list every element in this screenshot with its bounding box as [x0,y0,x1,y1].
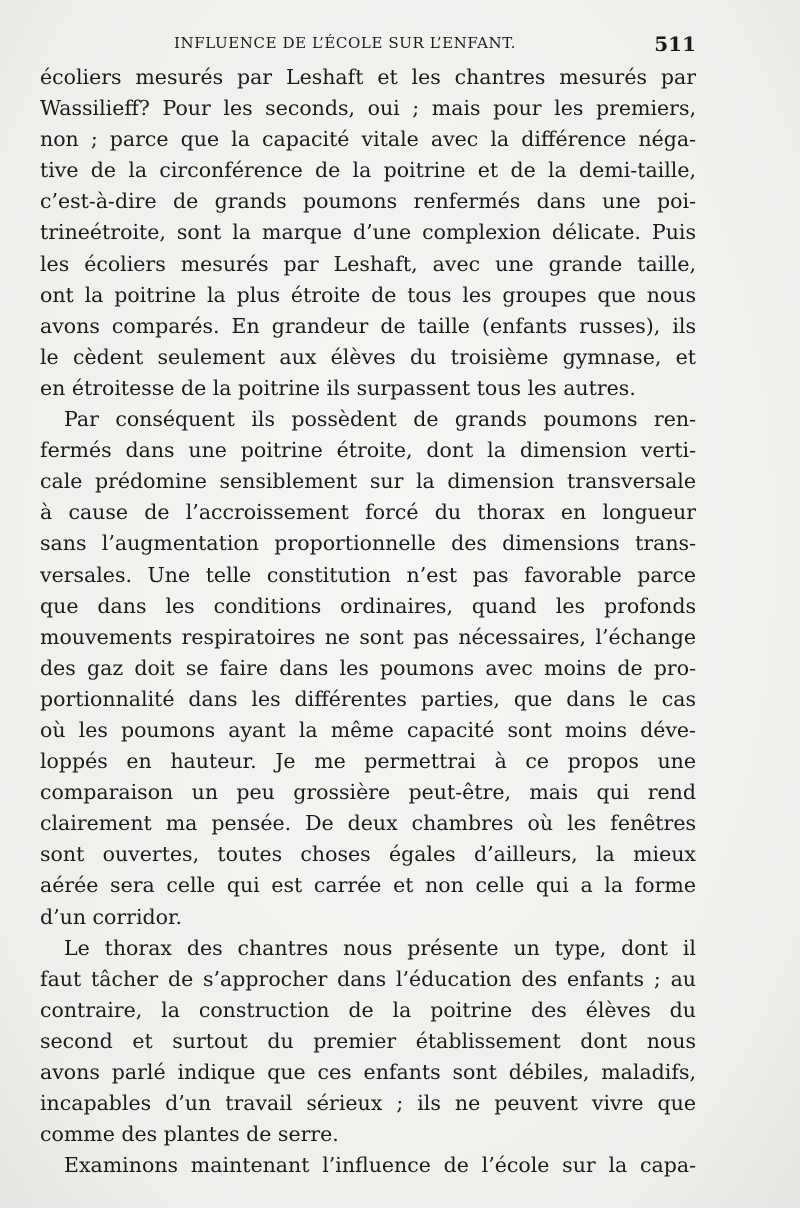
text-line: mouvements respiratoires ne sont pas nécessaires, l’échange [40,624,696,649]
text-line: que dans les conditions ordinaires, quand les profonds [40,593,696,618]
text-line: incapables d’un travail sérieux ; ils ne peuvent vivre que [40,1091,696,1116]
text-line: Par conséquent ils possèdent de grands poumons ren- [64,407,696,432]
text-line: tive de la circonférence de la poitrine et de la demi-taille, [40,158,696,183]
running-head [40,34,696,60]
text-line: clairement ma pensée. De deux chambres où les fenêtres [40,811,696,836]
body-text [40,62,696,1181]
text-line: le cèdent seulement aux élèves du troisième gymnase, et [40,344,696,369]
text-line: second et surtout du premier établissement dont nous [40,1028,696,1053]
text-line: trineétroite, sont la marque d’une complexion délicate. Puis [40,220,696,245]
text-line: fermés dans une poitrine étroite, dont la dimension verti- [40,438,696,463]
text-line: portionnalité dans les différentes parties, que dans le cas [40,686,696,711]
text-line: comme des plantes de serre. [40,1122,339,1147]
text-line: loppés en hauteur. Je me permettrai à ce propos une [40,749,696,774]
text-line: Le thorax des chantres nous présente un type, dont il [64,935,696,960]
text-line: en étroitesse de la poitrine ils surpassent tous les autres. [40,375,636,400]
text-line: les écoliers mesurés par Leshaft, avec une grande taille, [40,251,696,276]
text-line: où les poumons ayant la même capacité sont moins déve- [40,717,696,742]
text-line: d’un corridor. [40,904,183,929]
text-line: comparaison un peu grossière peut-être, mais qui rend [40,780,696,805]
text-line: avons parlé indique que ces enfants sont débiles, maladifs, [40,1060,696,1084]
text-line: Wassilieff? Pour les seconds, oui ; mais pour les premiers, [40,96,696,121]
text-line: avons comparés. En grandeur de taille (enfants russes), ils [40,313,696,338]
text-line: aérée sera celle qui est carrée et non celle qui a la forme [40,873,696,898]
running-title: INFLUENCE DE L’ÉCOLE SUR L’ENFANT. [174,34,517,52]
text-line: cale prédomine sensiblement sur la dimension transversale [40,469,696,494]
page-number: 511 [654,32,696,56]
text-line: versales. Une telle constitution n’est pas favorable parce [40,562,696,587]
text-line: c’est-à-dire de grands poumons renfermés dans une poi- [40,189,696,214]
text-line: ont la poitrine la plus étroite de tous les groupes que nous [40,282,696,307]
text-line: à cause de l’accroissement forcé du thorax en longueur [40,500,696,525]
text-line: contraire, la construction de la poitrine des élèves du [40,997,696,1022]
text-line: sans l’augmentation proportionnelle des dimensions trans- [40,531,696,556]
text-line: Examinons maintenant l’influence de l’école sur la capa- [64,1153,696,1178]
text-line: non ; parce que la capacité vitale avec la différence néga- [40,127,696,152]
text-line: des gaz doit se faire dans les poumons avec moins de pro- [40,655,696,680]
text-line: sont ouvertes, toutes choses égales d’ailleurs, la mieux [40,842,696,867]
text-line: écoliers mesurés par Leshaft et les chantres mesurés par [40,65,696,89]
text-line: faut tâcher de s’approcher dans l’éducation des enfants ; au [40,966,696,991]
